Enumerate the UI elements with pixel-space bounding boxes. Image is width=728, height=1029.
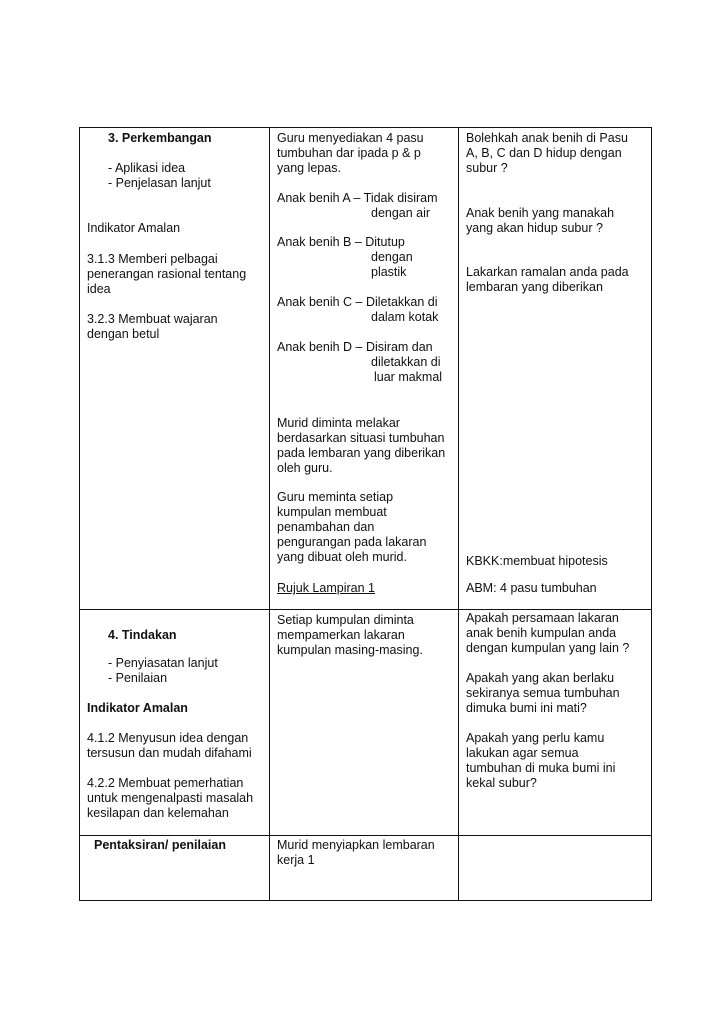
indikator-label: Indikator Amalan xyxy=(87,701,188,715)
question-text: kekal subur? xyxy=(466,776,537,790)
activity-text: berdasarkan situasi tumbuhan xyxy=(277,431,445,445)
activity-text: oleh guru. xyxy=(277,461,333,475)
bullet-item: - Penjelasan lanjut xyxy=(108,176,211,190)
activity-text: kumpulan membuat xyxy=(277,505,387,519)
anak-benih-a-cont: dengan air xyxy=(371,206,431,220)
anak-benih-c-cont: dalam kotak xyxy=(371,310,439,324)
indikator-text: untuk mengenalpasti masalah xyxy=(87,791,254,805)
stage-heading-perkembangan: 3. Perkembangan xyxy=(108,131,212,145)
question-text: A, B, C dan D hidup dengan xyxy=(466,146,622,160)
kbkk-note: KBKK:membuat hipotesis xyxy=(466,554,608,568)
activity-text: pada lembaran yang diberikan xyxy=(277,446,446,460)
question-text: Apakah yang perlu kamu xyxy=(466,731,605,745)
column-divider-1 xyxy=(269,127,270,901)
rujuk-lampiran: Rujuk Lampiran 1 xyxy=(277,581,375,595)
indikator-text: tersusun dan mudah difahami xyxy=(87,746,252,760)
stage-heading-tindakan: 4. Tindakan xyxy=(108,628,177,642)
activity-text: kumpulan masing-masing. xyxy=(277,643,423,657)
anak-benih-b-cont: plastik xyxy=(371,265,407,279)
anak-benih-d-cont: diletakkan di xyxy=(371,355,441,369)
activity-text: mempamerkan lakaran xyxy=(277,628,405,642)
column-divider-2 xyxy=(458,127,459,901)
row-divider-1 xyxy=(79,609,652,610)
stage-heading-pentaksiran: Pentaksiran/ penilaian xyxy=(94,838,226,852)
activity-text: kerja 1 xyxy=(277,853,315,867)
abm-note: ABM: 4 pasu tumbuhan xyxy=(466,581,597,595)
indikator-text: 3.2.3 Membuat wajaran xyxy=(87,312,218,326)
activity-text: Setiap kumpulan diminta xyxy=(277,613,414,627)
question-text: sekiranya semua tumbuhan xyxy=(466,686,620,700)
question-text: dimuka bumi ini mati? xyxy=(466,701,587,715)
activity-text: pengurangan pada lakaran xyxy=(277,535,427,549)
indikator-text: penerangan rasional tentang xyxy=(87,267,247,281)
indikator-text: dengan betul xyxy=(87,327,160,341)
question-text: Bolehkah anak benih di Pasu xyxy=(466,131,628,145)
indikator-text: 3.1.3 Memberi pelbagai xyxy=(87,252,218,266)
anak-benih-b-cont: dengan xyxy=(371,250,413,264)
activity-text: yang lepas. xyxy=(277,161,341,175)
indikator-label: Indikator Amalan xyxy=(87,221,181,235)
anak-benih-a: Anak benih A – Tidak disiram xyxy=(277,191,438,205)
activity-text: tumbuhan dar ipada p & p xyxy=(277,146,421,160)
anak-benih-d: Anak benih D – Disiram dan xyxy=(277,340,433,354)
question-text: tumbuhan di muka bumi ini xyxy=(466,761,616,775)
anak-benih-d-cont: luar makmal xyxy=(374,370,443,384)
bullet-item: - Penyiasatan lanjut xyxy=(108,656,218,670)
question-text: Apakah persamaan lakaran xyxy=(466,611,619,625)
activity-text: penambahan dan xyxy=(277,520,375,534)
question-text: Apakah yang akan berlaku xyxy=(466,671,615,685)
anak-benih-c: Anak benih C – Diletakkan di xyxy=(277,295,438,309)
activity-text: Murid diminta melakar xyxy=(277,416,400,430)
activity-text: yang dibuat oleh murid. xyxy=(277,550,407,564)
indikator-text: 4.2.2 Membuat pemerhatian xyxy=(87,776,244,790)
anak-benih-b: Anak benih B – Ditutup xyxy=(277,235,405,249)
activity-text: Guru meminta setiap xyxy=(277,490,394,504)
row-divider-2 xyxy=(79,835,652,836)
activity-text: Murid menyiapkan lembaran xyxy=(277,838,435,852)
activity-text: Guru menyediakan 4 pasu xyxy=(277,131,424,145)
question-text: yang akan hidup subur ? xyxy=(466,221,603,235)
bullet-item: - Penilaian xyxy=(108,671,168,685)
question-text: dengan kumpulan yang lain ? xyxy=(466,641,630,655)
question-text: lakukan agar semua xyxy=(466,746,579,760)
indikator-text: 4.1.2 Menyusun idea dengan xyxy=(87,731,249,745)
question-text: anak benih kumpulan anda xyxy=(466,626,617,640)
question-text: Lakarkan ramalan anda pada xyxy=(466,265,629,279)
question-text: subur ? xyxy=(466,161,508,175)
bullet-item: - Aplikasi idea xyxy=(108,161,186,175)
question-text: Anak benih yang manakah xyxy=(466,206,615,220)
indikator-text: kesilapan dan kelemahan xyxy=(87,806,229,820)
indikator-text: idea xyxy=(87,282,111,296)
question-text: lembaran yang diberikan xyxy=(466,280,603,294)
